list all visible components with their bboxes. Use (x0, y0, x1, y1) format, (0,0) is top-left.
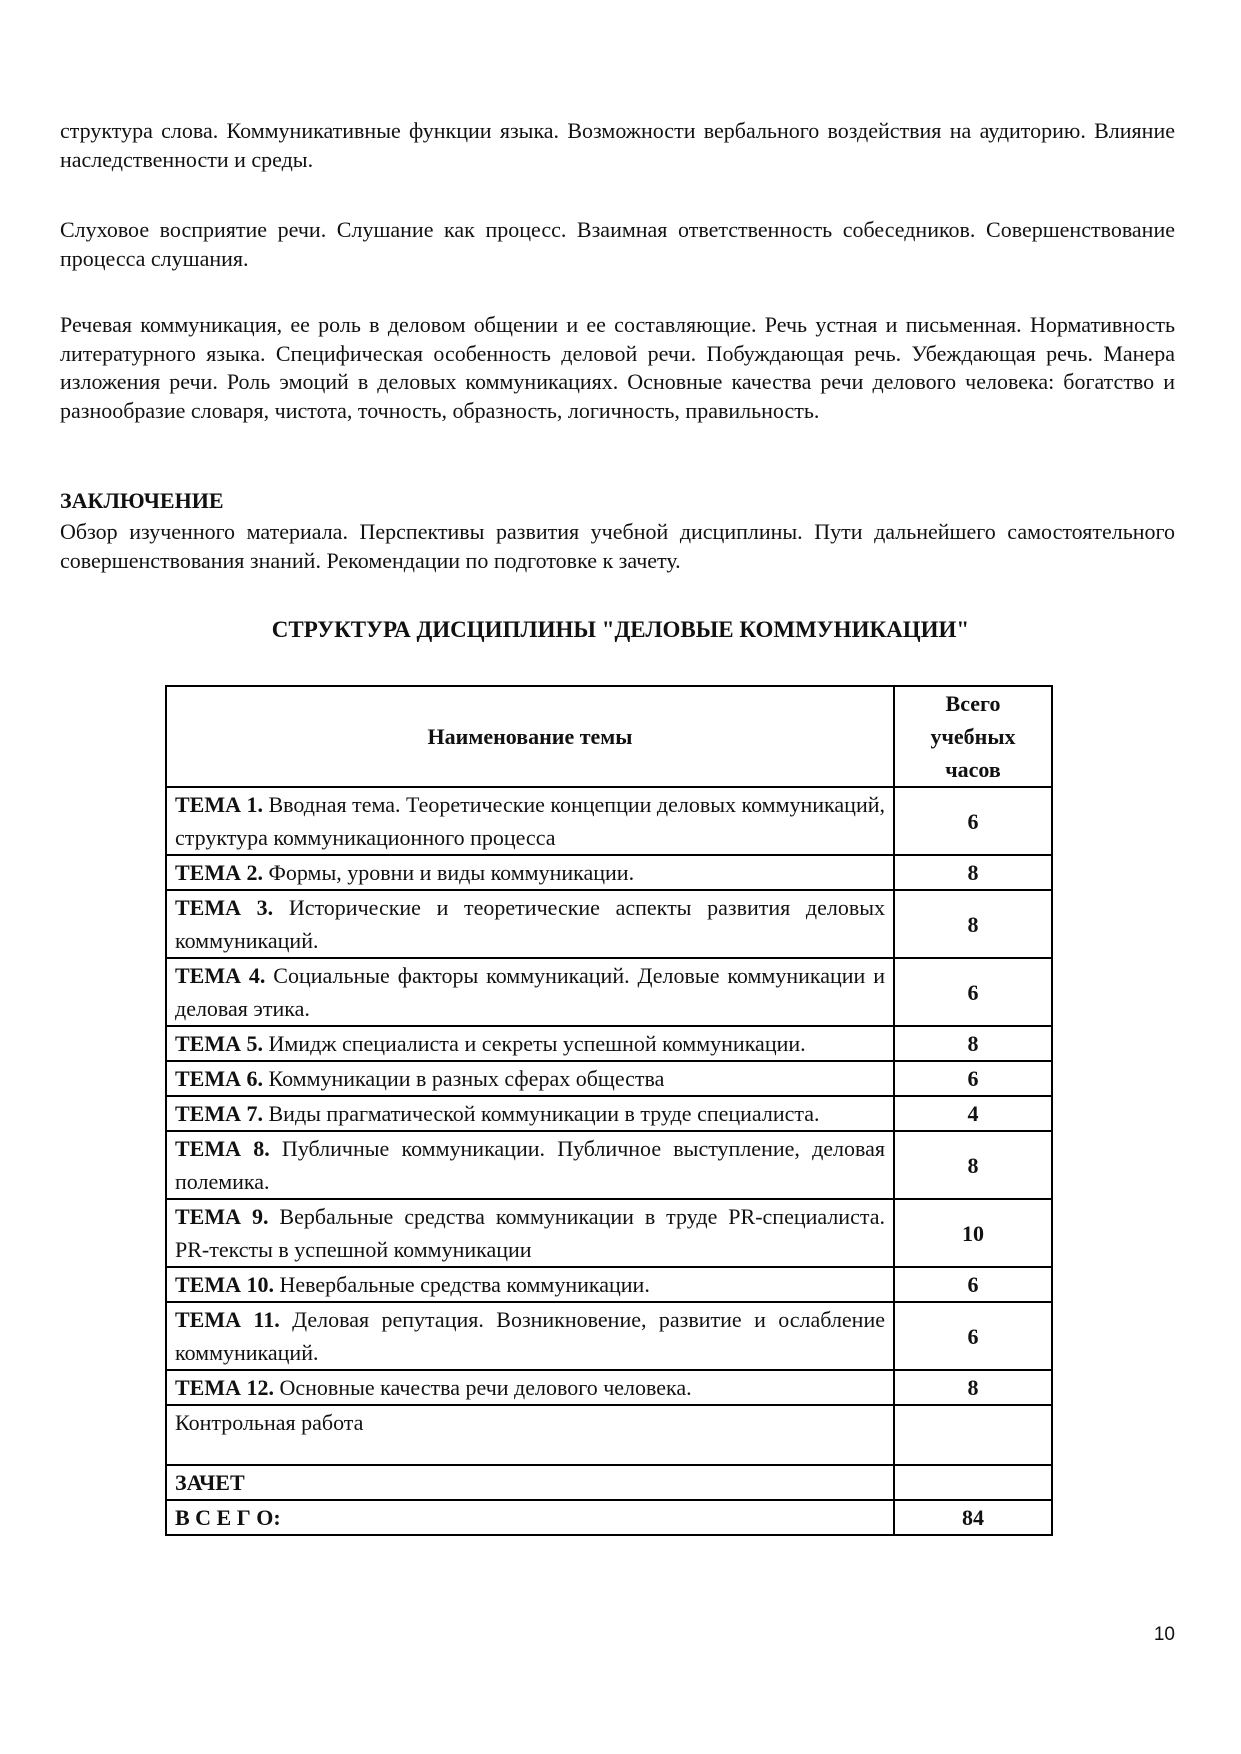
topic-label: ТЕМА 12. (175, 1375, 274, 1400)
topic-text: Коммуникации в разных сферах общества (263, 1066, 665, 1091)
topic-cell (166, 958, 894, 1026)
control-work-hours-cell (894, 1405, 1052, 1465)
topic-text: Вводная тема. Теоретические концепции деловых коммуникаций, структура коммуникационного процесса (175, 792, 885, 850)
total-hours-cell: 84 (894, 1500, 1052, 1535)
topic-text: Формы, уровни и виды коммуникации. (263, 860, 635, 885)
topic-cell (166, 1061, 894, 1096)
hours-cell: 8 (894, 855, 1052, 890)
hours-cell: 6 (894, 958, 1052, 1026)
hours-cell: 6 (894, 1267, 1052, 1302)
topic-cell (166, 855, 894, 890)
table-row (166, 855, 1052, 890)
topic-cell (166, 1267, 894, 1302)
topic-text: Социальные факторы коммуникаций. Деловые коммуникации и деловая этика. (175, 963, 886, 1021)
zachet-row (166, 1465, 1052, 1500)
structure-title: СТРУКТУРА ДИСЦИПЛИНЫ "ДЕЛОВЫЕ КОММУНИКАЦИИ" (271, 617, 970, 642)
table-row (166, 1302, 1052, 1370)
topic-label: ТЕМА 5. (175, 1031, 263, 1056)
topic-label: ТЕМА 8. (175, 1136, 270, 1161)
topic-label: ТЕМА 3. (175, 895, 274, 920)
conclusion-heading: ЗАКЛЮЧЕНИЕ (60, 488, 224, 513)
topic-cell (166, 1026, 894, 1061)
hours-cell: 6 (894, 1061, 1052, 1096)
table-row (166, 1131, 1052, 1199)
hours-cell: 8 (894, 890, 1052, 958)
hours-cell: 10 (894, 1199, 1052, 1267)
hours-cell: 8 (894, 1131, 1052, 1199)
table-row (166, 1061, 1052, 1096)
hours-cell: 6 (894, 787, 1052, 855)
topic-label: ТЕМА 4. (175, 963, 266, 988)
header-topic-name: Наименование темы (166, 686, 894, 787)
topic-label: ТЕМА 10. (175, 1272, 274, 1297)
total-row (166, 1500, 1052, 1535)
zachet-hours-cell (894, 1465, 1052, 1500)
zachet-cell (166, 1465, 894, 1500)
conclusion-text: Обзор изученного материала. Перспективы развития учебной дисциплины. Пути дальнейшего самостоятельного совершенствования знаний. Рекомендации по подготовке к зачету. (60, 519, 1175, 573)
topic-cell (166, 1096, 894, 1131)
topic-text: Виды прагматической коммуникации в труде специалиста. (263, 1101, 820, 1126)
topic-label: ТЕМА 2. (175, 860, 263, 885)
table-row (166, 1096, 1052, 1131)
topic-label: ТЕМА 6. (175, 1066, 263, 1091)
topic-cell (166, 1302, 894, 1370)
topic-cell (166, 1199, 894, 1267)
table-row (166, 958, 1052, 1026)
topic-label: ТЕМА 7. (175, 1101, 263, 1126)
table-row (166, 1370, 1052, 1405)
topic-text: Публичные коммуникации. Публичное выступление, деловая полемика. (175, 1136, 886, 1194)
hours-cell: 8 (894, 1026, 1052, 1061)
table-row (166, 787, 1052, 855)
paragraph-speech-communication: Речевая коммуникация, ее роль в деловом общении и ее составляющие. Речь устная и письменная. Нормативность литературного языка. Специфическая особенность деловой речи. Побуждающая речь. Убеждающая речь. Манера изложения речи. Роль эмоций в деловых коммуникациях. Основные качества речи делового человека: богатство и разнообразие словаря, чистота, точность, образность, логичность, правильность. (60, 312, 1175, 423)
structure-table (165, 685, 1053, 1536)
topic-text: Деловая репутация. Возникновение, развитие и ослабление коммуникаций. (175, 1307, 885, 1365)
topic-text: Основные качества речи делового человека. (274, 1375, 692, 1400)
table-row (166, 890, 1052, 958)
page-number: 10 (1153, 1624, 1175, 1645)
control-work-cell: Контрольная работа (166, 1405, 894, 1465)
total-cell (166, 1500, 894, 1535)
topic-label: ТЕМА 9. (175, 1204, 269, 1229)
hours-cell: 8 (894, 1370, 1052, 1405)
topic-text: Невербальные средства коммуникации. (274, 1272, 650, 1297)
topic-cell (166, 890, 894, 958)
topic-text: Исторические и теоретические аспекты развития деловых коммуникаций. (175, 895, 886, 953)
table-row (166, 1199, 1052, 1267)
topic-cell (166, 1370, 894, 1405)
topic-label: ТЕМА 11. (175, 1307, 280, 1332)
topic-text: Вербальные средства коммуникации в труде PR-специалиста. PR-тексты в успешной коммуникации (175, 1204, 885, 1262)
table-row (166, 1267, 1052, 1302)
topic-cell (166, 1131, 894, 1199)
hours-cell: 4 (894, 1096, 1052, 1131)
topic-text: Имидж специалиста и секреты успешной коммуникации. (263, 1031, 806, 1056)
header-total-hours: Всего учебных часов (894, 686, 1052, 787)
table-header-row (166, 686, 1052, 787)
topic-label: ТЕМА 1. (175, 792, 263, 817)
topic-cell (166, 787, 894, 855)
table-row (166, 1026, 1052, 1061)
paragraph-listening: Слуховое восприятие речи. Слушание как процесс. Взаимная ответственность собеседников. Совершенствование процесса слушания. (60, 217, 1175, 271)
paragraph-speech-structure: структура слова. Коммуникативные функции языка. Возможности вербального воздействия на аудиторию. Влияние наследственности и среды. (60, 118, 1175, 172)
total-label: В С Е Г О: (175, 1505, 281, 1530)
control-work-row (166, 1405, 1052, 1465)
zachet-label: ЗАЧЕТ (175, 1470, 245, 1495)
hours-cell: 6 (894, 1302, 1052, 1370)
